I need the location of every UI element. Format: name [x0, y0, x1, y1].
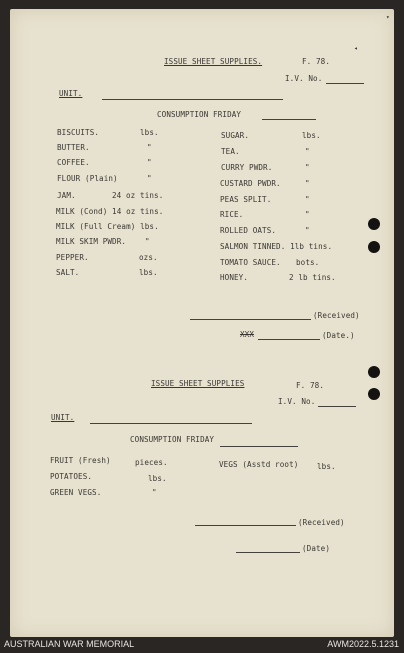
corner-mark: ▾	[386, 14, 390, 21]
sheet2-unit-label: UNIT.	[51, 413, 75, 422]
sheet1-unit-peas: "	[305, 195, 310, 204]
sheet1-unit-tea: "	[305, 147, 310, 156]
sheet2-received-line	[195, 525, 296, 526]
sheet1-item-biscuits: BISCUITS.	[57, 128, 100, 137]
sheet1-item-coffee: COFFEE.	[57, 158, 90, 167]
sheet1-item-tomato-sauce: TOMATO SAUCE.	[220, 258, 281, 267]
sheet1-unit-line	[102, 99, 283, 100]
document-sheet	[10, 9, 394, 637]
sheet2-consumption-label: CONSUMPTION FRIDAY	[130, 435, 215, 444]
sheet1-unit-salt: lbs.	[139, 268, 158, 277]
sheet1-received-label: (Received)	[313, 311, 360, 320]
footer-accession-number: AWM2022.5.1231	[327, 639, 399, 649]
sheet1-unit-label: UNIT.	[59, 89, 83, 98]
edge-mark: ◂	[354, 45, 358, 52]
sheet2-iv-line	[318, 406, 356, 407]
sheet1-unit-rolled-oats: "	[305, 226, 310, 235]
sheet2-consumption-line	[220, 446, 298, 447]
sheet2-date-label: (Date)	[302, 544, 331, 553]
sheet2-iv-label: I.V. No.	[278, 397, 316, 406]
sheet1-unit-honey: 2 lb tins.	[289, 273, 336, 282]
sheet1-unit-custard: "	[305, 179, 310, 188]
punch-hole	[368, 388, 380, 400]
sheet2-title: ISSUE SHEET SUPPLIES	[151, 379, 245, 388]
sheet1-title: ISSUE SHEET SUPPLIES.	[164, 57, 263, 66]
sheet1-consumption-line	[262, 119, 316, 120]
sheet1-item-flour: FLOUR (Plain)	[57, 174, 118, 183]
sheet1-item-rolled-oats: ROLLED OATS.	[220, 226, 277, 235]
sheet1-consumption-label: CONSUMPTION FRIDAY	[157, 110, 242, 119]
sheet1-date-line	[258, 339, 320, 340]
sheet1-unit-flour: "	[147, 174, 152, 183]
punch-hole	[368, 241, 380, 253]
sheet1-item-honey: HONEY.	[220, 273, 249, 282]
sheet1-unit-butter: "	[147, 143, 152, 152]
sheet1-received-line	[190, 319, 311, 320]
sheet1-unit-tomato-sauce: bots.	[296, 258, 320, 267]
sheet1-item-milk-skim: MILK SKIM PWDR.	[56, 237, 127, 246]
sheet1-item-rice: RICE.	[220, 210, 244, 219]
sheet1-iv-line	[326, 83, 364, 84]
sheet2-received-label: (Received)	[298, 518, 345, 527]
sheet1-item-jam: JAM.	[57, 191, 76, 200]
sheet2-item-fruit: FRUIT (Fresh)	[50, 456, 111, 465]
sheet1-item-butter: BUTTER.	[57, 143, 90, 152]
sheet1-date-label: (Date.)	[322, 331, 355, 340]
sheet2-date-line	[236, 552, 300, 553]
sheet1-item-curry: CURRY PWDR.	[221, 163, 273, 172]
sheet1-item-milk-cond: MILK (Cond) 14 oz tins.	[56, 207, 164, 216]
sheet2-unit-vegs-root: lbs.	[317, 462, 336, 471]
sheet1-item-tea: TEA.	[221, 147, 240, 156]
sheet1-item-peas: PEAS SPLIT.	[220, 195, 272, 204]
sheet1-item-salt: SALT.	[56, 268, 80, 277]
sheet2-unit-green-vegs: "	[152, 488, 157, 497]
sheet1-item-custard: CUSTARD PWDR.	[220, 179, 281, 188]
punch-hole	[368, 218, 380, 230]
sheet1-unit-coffee: "	[147, 158, 152, 167]
sheet1-struck-xxx: XXX	[240, 330, 255, 339]
sheet1-item-milk-full: MILK (Full Cream) lbs.	[56, 222, 159, 231]
sheet2-unit-potatoes: lbs.	[148, 474, 167, 483]
sheet1-unit-curry: "	[305, 163, 310, 172]
sheet1-unit-pepper: ozs.	[139, 253, 158, 262]
sheet1-item-pepper: PEPPER.	[56, 253, 89, 262]
sheet2-form-number: F. 78.	[296, 381, 325, 390]
sheet1-unit-milk-skim: "	[145, 237, 150, 246]
sheet1-unit-sugar: lbs.	[302, 131, 321, 140]
punch-hole	[368, 366, 380, 378]
sheet1-unit-biscuits: lbs.	[140, 128, 159, 137]
sheet2-unit-fruit: pieces.	[135, 458, 168, 467]
sheet1-iv-label: I.V. No.	[285, 74, 323, 83]
sheet1-item-sugar: SUGAR.	[221, 131, 250, 140]
sheet1-item-salmon: SALMON TINNED. 1lb tins.	[220, 242, 333, 251]
sheet1-form-number: F. 78.	[302, 57, 331, 66]
sheet2-item-green-vegs: GREEN VEGS.	[50, 488, 102, 497]
sheet2-item-vegs-root: VEGS (Asstd root)	[219, 460, 299, 469]
sheet2-item-potatoes: POTATOES.	[50, 472, 93, 481]
sheet2-unit-line	[90, 423, 252, 424]
sheet1-unit-rice: "	[305, 210, 310, 219]
sheet1-unit-jam: 24 oz tins.	[112, 191, 164, 200]
footer-institution: AUSTRALIAN WAR MEMORIAL	[4, 639, 135, 649]
